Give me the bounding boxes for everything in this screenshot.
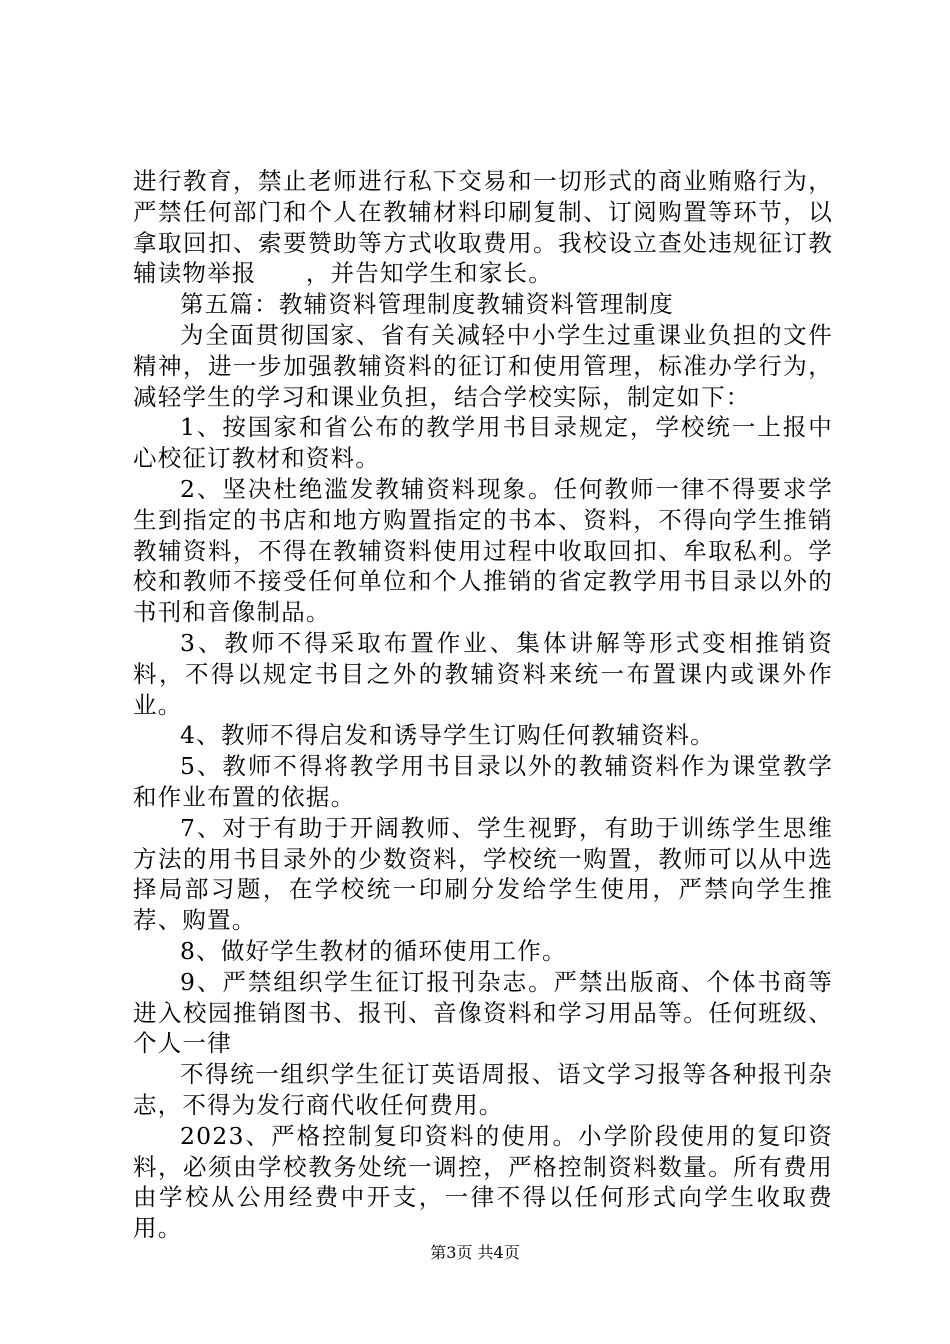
paragraph-rule-7: 7、对于有助于开阔教师、学生视野，有助于训练学生思维方法的用书目录外的少数资料，学校统一购置，教师可以从中选择局部习题，在学校统一印刷分发给学生使用，严禁向学生推荐、购置。 bbox=[133, 813, 833, 935]
paragraph-rule-4: 4、教师不得启发和诱导学生订购任何教辅资料。 bbox=[180, 721, 715, 750]
paragraph-rule-1: 1、按国家和省公布的教学用书目录规定，学校统一上报中心校征订教材和资料。 bbox=[133, 413, 833, 473]
paragraph-intro: 为全面贯彻国家、省有关减轻中小学生过重课业负担的文件精神，进一步加强教辅资料的征订和使用管理，标准办学行为，减轻学生的学习和课业负担，结合学校实际，制定如下： bbox=[133, 320, 833, 411]
paragraph-rule-9: 9、严禁组织学生征订报刊杂志。严禁出版商、个体书商等进入校园推销图书、报刊、音像资料和学习用品等。任何班级、个人一律 bbox=[133, 967, 833, 1058]
paragraph-1: 进行教育，禁止老师进行私下交易和一切形式的商业贿赂行为，严禁任何部门和个人在教辅材料印刷复制、订阅购置等环节，以拿取回扣、索要赞助等方式收取费用。我校设立查处违规征订教辅读物举报 ，并告知学生和家长。 bbox=[133, 167, 833, 288]
section-heading: 第五篇：教辅资料管理制度教辅资料管理制度 bbox=[180, 290, 674, 319]
paragraph-rule-2: 2、坚决杜绝滥发教辅资料现象。任何教师一律不得要求学生到指定的书店和地方购置指定的书本、资料，不得向学生推销教辅资料，不得在教辅资料使用过程中收取回扣、牟取私利。学校和教师不接受任何单位和个人推销的省定教学用书目录以外的书刊和音像制品。 bbox=[133, 474, 833, 627]
paragraph-rule-5: 5、教师不得将教学用书目录以外的教辅资料作为课堂教学和作业布置的依据。 bbox=[133, 752, 833, 811]
paragraph-rule-3: 3、教师不得采取布置作业、集体讲解等形式变相推销资料，不得以规定书目之外的教辅资料来统一布置课内或课外作业。 bbox=[133, 628, 833, 719]
document-body bbox=[133, 166, 833, 1244]
paragraph-rule-2023: 2023、严格控制复印资料的使用。小学阶段使用的复印资料，必须由学校教务处统一调控，严格控制资料数量。所有费用由学校从公用经费中开支，一律不得以任何形式向学生收取费用。 bbox=[133, 1121, 833, 1243]
paragraph-rule-8: 8、做好学生教材的循环使用工作。 bbox=[180, 936, 567, 965]
paragraph-rule-9-continued: 不得统一组织学生征订英语周报、语文学习报等各种报刊杂志，不得为发行商代收任何费用。 bbox=[133, 1060, 833, 1119]
page-number-footer: 第3页 共4页 bbox=[430, 1243, 520, 1262]
